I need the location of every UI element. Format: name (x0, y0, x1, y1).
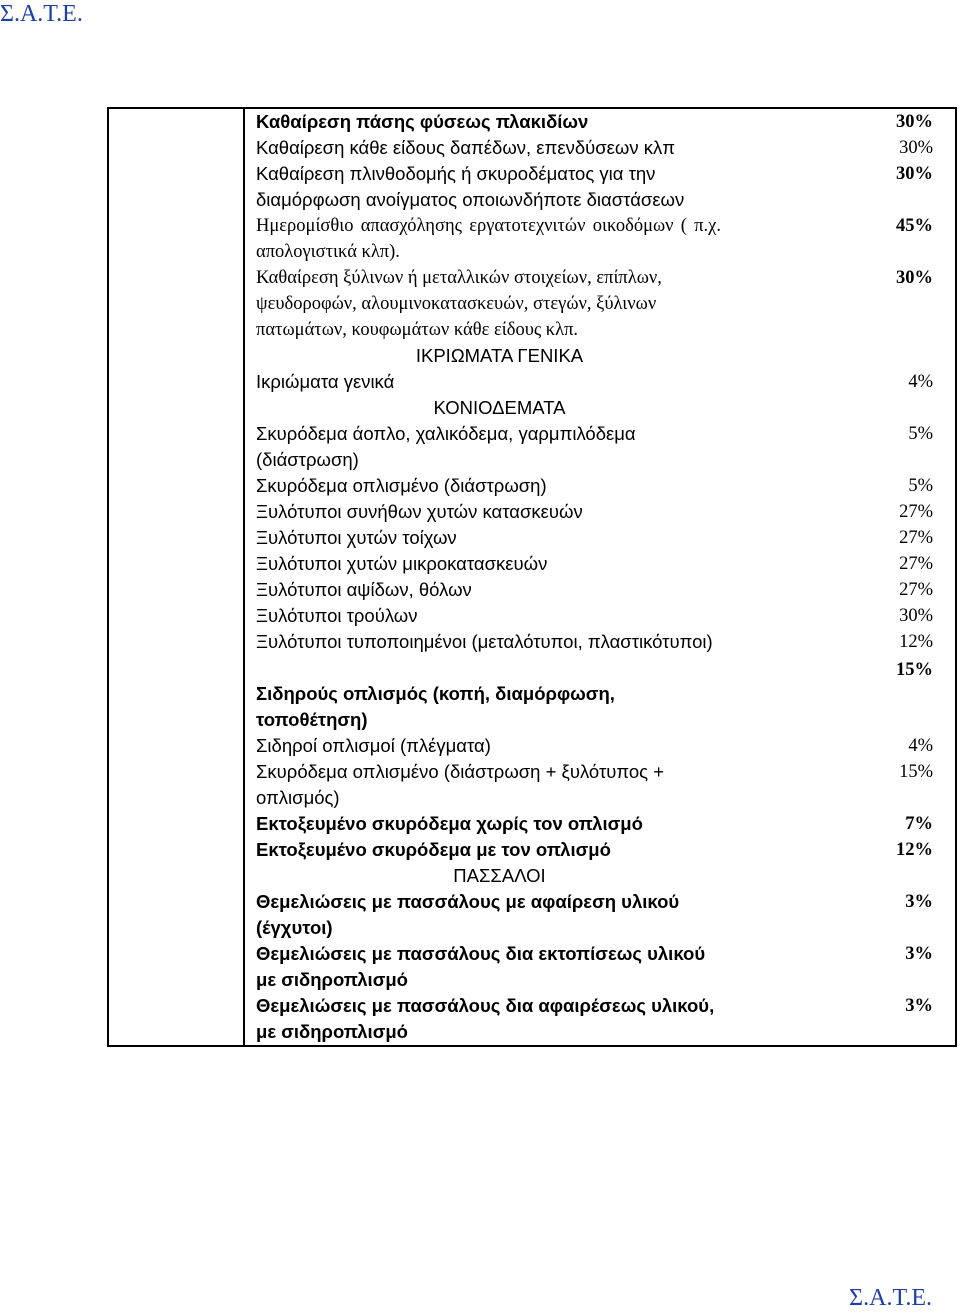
table-row (245, 577, 955, 603)
row-value: 12% (899, 632, 933, 652)
table-row (245, 889, 955, 941)
row-description: Σκυρόδεμα άοπλο, χαλικόδεμα, γαρμπιλόδεμα (διάστρωση) (256, 423, 636, 470)
table-row (245, 759, 955, 811)
left-blank-column (108, 108, 244, 1046)
section-heading-row (245, 343, 955, 369)
table-row (245, 603, 955, 629)
row-description: Καθαίρεση ξύλινων ή μεταλλικών στοιχείων, επίπλων, ψευδοροφών, αλουμινοκατασκευών, στεγών, ξύλινων πατωμάτων, κουφωμάτων κάθε είδους κλπ. (256, 268, 662, 340)
row-value: 27% (899, 528, 933, 548)
row-value: 7% (905, 814, 933, 834)
row-value: 30% (896, 112, 933, 132)
footer-mark: Σ.Α.Τ.Ε. (849, 1285, 932, 1311)
row-value: 45% (896, 216, 933, 236)
section-heading: ΠΑΣΣΑΛΟΙ (453, 865, 546, 886)
table-row (245, 733, 955, 759)
row-description: Ξυλότυποι χυτών τοίχων (256, 527, 457, 548)
row-value: 27% (899, 502, 933, 522)
row-value: 12% (896, 840, 933, 860)
row-value: 15% (899, 762, 933, 782)
table-row (245, 369, 955, 395)
row-description: Σιδηρούς οπλισμός (κοπή, διαμόρφωση, τοποθέτηση) (256, 683, 615, 730)
table-row (245, 811, 955, 837)
row-description: Ξυλότυποι αψίδων, θόλων (256, 579, 472, 600)
table-row (245, 660, 955, 733)
table-row (245, 135, 955, 161)
row-description: Σκυρόδεμα οπλισμένο (διάστρωση + ξυλότυπος + οπλισμός) (256, 761, 665, 808)
row-value: 3% (905, 944, 933, 964)
section-heading: ΚΟΝΙΟΔΕΜΑΤΑ (433, 397, 566, 418)
table-row (245, 629, 955, 655)
row-value: 30% (899, 138, 933, 158)
row-description: Θεμελιώσεις με πασσάλους με αφαίρεση υλικού (έγχυτοι) (256, 891, 680, 938)
row-value: 4% (908, 736, 933, 756)
row-value: 3% (905, 996, 933, 1016)
cost-percentage-table (107, 107, 957, 1047)
row-value: 15% (896, 660, 933, 680)
row-description: Ξυλότυποι συνήθων χυτών κατασκευών (256, 501, 583, 522)
row-value: 3% (905, 892, 933, 912)
row-description: Καθαίρεση πάσης φύσεως πλακιδίων (256, 111, 589, 132)
row-description: Καθαίρεση πλινθοδομής ή σκυροδέματος για την διαμόρφωση ανοίγματος οποιωνδήποτε διαστάσεων (256, 163, 685, 210)
row-description: Ικριώματα γενικά (256, 371, 395, 392)
row-value: 5% (908, 476, 933, 496)
table-row (245, 837, 955, 863)
table-row (245, 993, 955, 1045)
header-mark: Σ.Α.Τ.Ε. (0, 1, 83, 27)
row-spacer (245, 655, 955, 669)
table-row (245, 265, 955, 343)
section-heading-row (245, 395, 955, 421)
table-row (245, 161, 955, 213)
section-heading-row (245, 863, 955, 889)
table-row (245, 525, 955, 551)
row-description: Καθαίρεση κάθε είδους δαπέδων, επενδύσεων κλπ (256, 137, 675, 158)
row-value: 30% (896, 164, 933, 184)
row-description: Εκτοξευμένο σκυρόδεμα χωρίς τον οπλισμό (256, 813, 643, 834)
table-row (245, 473, 955, 499)
table-row (245, 421, 955, 473)
row-description: Ξυλότυποι τυποποιημένοι (μεταλότυποι, πλαστικότυποι) (256, 631, 713, 652)
table-row (245, 109, 955, 135)
row-value: 30% (896, 268, 933, 288)
row-description: Σιδηροί οπλισμοί (πλέγματα) (256, 735, 491, 756)
row-description: Ημερομίσθιο απασχόλησης εργατοτεχνιτών οικοδόμων ( π.χ. απολογιστικά κλπ). (256, 216, 721, 262)
table-row (245, 551, 955, 577)
table-row (245, 941, 955, 993)
row-value: 27% (899, 554, 933, 574)
row-description: Θεμελιώσεις με πασσάλους δια αφαιρέσεως υλικού, με σιδηροπλισμό (256, 995, 715, 1042)
row-description: Θεμελιώσεις με πασσάλους δια εκτοπίσεως υλικού με σιδηροπλισμό (256, 943, 706, 990)
row-description: Ξυλότυποι χυτών μικροκατασκευών (256, 553, 548, 574)
section-heading: ΙΚΡΙΩΜΑΤΑ ΓΕΝΙΚΑ (415, 345, 584, 366)
table-row (245, 499, 955, 525)
content-column (244, 108, 956, 1046)
table-row (245, 213, 955, 265)
row-value: 27% (899, 580, 933, 600)
row-value: 5% (908, 424, 933, 444)
row-value: 30% (899, 606, 933, 626)
row-description: Σκυρόδεμα οπλισμένο (διάστρωση) (256, 475, 547, 496)
row-value: 4% (908, 372, 933, 392)
row-description: Εκτοξευμένο σκυρόδεμα με τον οπλισμό (256, 839, 611, 860)
row-description: Ξυλότυποι τρούλων (256, 605, 418, 626)
